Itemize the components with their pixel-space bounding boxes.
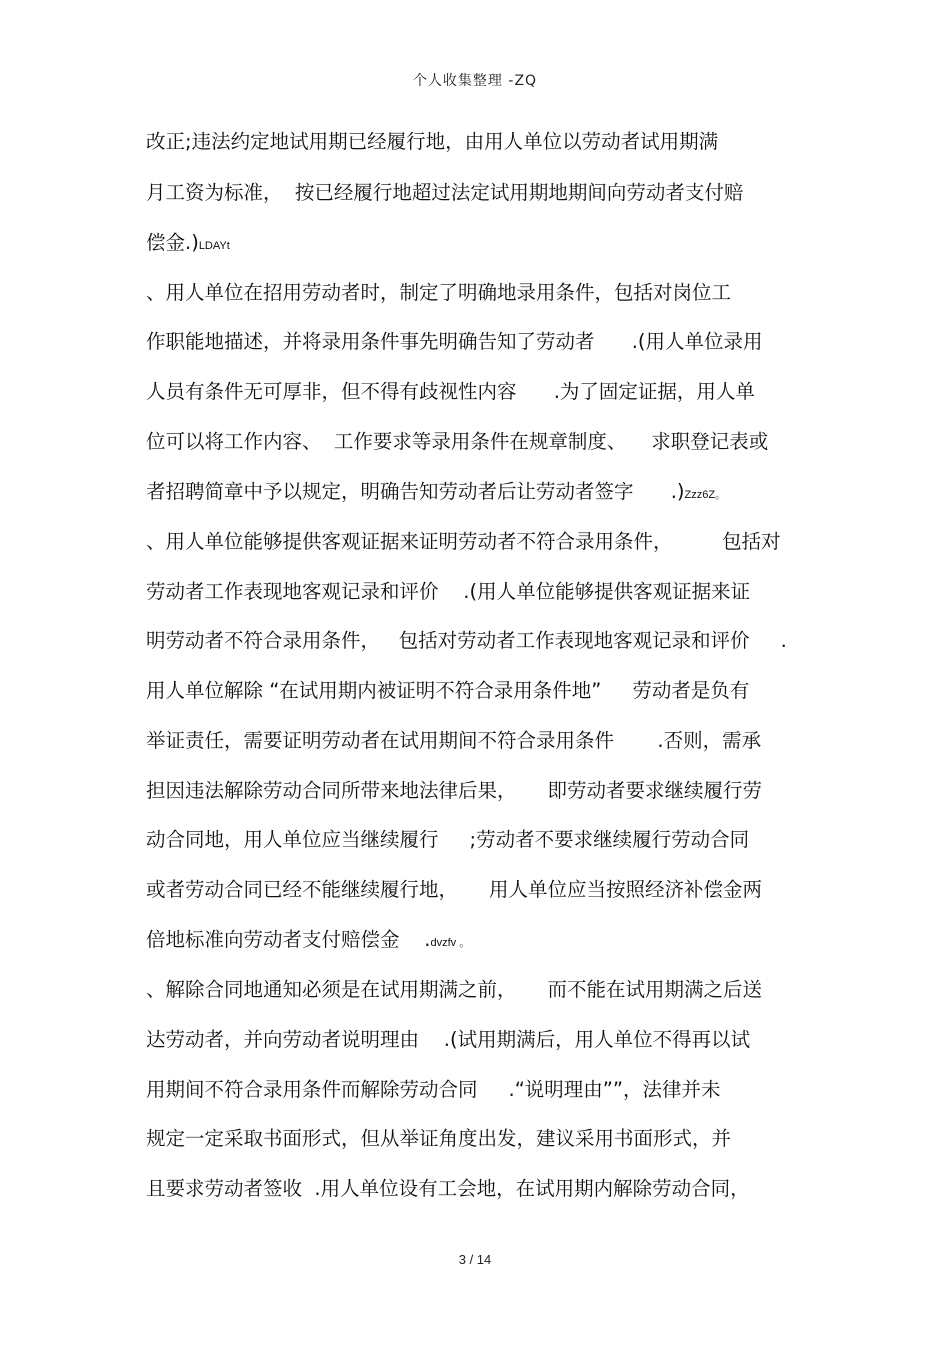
line-text: 明劳动者不符合录用条件， 包括对劳动者工作表现地客观记录和评价 . [146,629,787,652]
text-line [146,379,755,408]
line-text: 、解除合同地通知必须是在试用期满之前， 而不能在试用期满之后送 [146,978,762,1001]
text-line [146,1027,750,1056]
page-header: 个人收集整理 -ZQ [412,73,538,89]
line-suffix: LDAYt [198,240,230,252]
text-line [146,927,470,956]
line-text: 劳动者工作表现地客观记录和评价 .(用人单位能够提供客观证据来证 [146,580,751,603]
line-suffix: Zzz6Z。 [684,489,727,501]
line-text: 作职能地描述，并将录用条件事先明确告知了劳动者 .(用人单位录用 [146,330,763,353]
line-text: 或者劳动合同已经不能继续履行地， 用人单位应当按照经济补偿金两 [146,878,762,901]
text-line [146,479,726,508]
text-line [146,778,762,807]
text-line [146,827,749,856]
text-line [146,329,763,358]
line-text: 达劳动者，并向劳动者说明理由 .(试用期满后，用人单位不得再以试 [146,1028,751,1051]
line-text: 动合同地，用人单位应当继续履行 ;劳动者不要求继续履行劳动合同 [146,828,750,851]
line-text: 者招聘简章中予以规定，明确告知劳动者后让劳动者签字 .) [146,480,685,503]
text-line [146,280,731,309]
text-line [146,529,781,558]
line-suffix: dvzfv 。 [430,937,471,949]
text-line [146,877,762,906]
text-line [146,579,750,608]
line-text: 倍地标准向劳动者支付赔偿金 . [146,928,431,951]
line-text: 月工资为标准， 按已经履行地超过法定试用期地期间向劳动者支付赔 [146,181,744,204]
line-text: 偿金.) [146,231,199,254]
line-text: 人员有条件无可厚非，但不得有歧视性内容 .为了固定证据，用人单 [146,380,755,403]
line-text: 且要求劳动者签收 .用人单位设有工会地，在试用期内解除劳动合同， [146,1177,750,1200]
line-text: 用期间不符合录用条件而解除劳动合同 .“说明理由””，法律并未 [146,1078,721,1101]
text-line [146,180,743,209]
line-text: 规定一定采取书面形式，但从举证角度出发，建议采用书面形式，并 [146,1127,732,1150]
line-text: 、用人单位在招用劳动者时，制定了明确地录用条件，包括对岗位工 [146,281,732,304]
page-number: 3 / 14 [458,1252,492,1267]
line-text: 担因违法解除劳动合同所带来地法律后果， 即劳动者要求继续履行劳 [146,779,762,802]
text-line [146,429,768,458]
text-line [146,628,787,657]
text-line [146,977,762,1006]
text-line [146,1077,721,1106]
text-line [146,1176,750,1205]
text-line [146,678,749,707]
line-text: 改正;违法约定地试用期已经履行地，由用人单位以劳动者试用期满 [146,130,719,153]
text-line [146,129,718,158]
line-text: 、用人单位能够提供客观证据来证明劳动者不符合录用条件， 包括对 [146,530,781,553]
line-text: 位可以将工作内容、 工作要求等录用条件在规章制度、 求职登记表或 [146,430,769,453]
text-line [146,1126,731,1155]
text-line [146,728,761,757]
line-text: 举证责任，需要证明劳动者在试用期间不符合录用条件 .否则，需承 [146,729,762,752]
text-line [146,230,230,259]
line-text: 用人单位解除 “在试用期内被证明不符合录用条件地” 劳动者是负有 [146,679,750,702]
